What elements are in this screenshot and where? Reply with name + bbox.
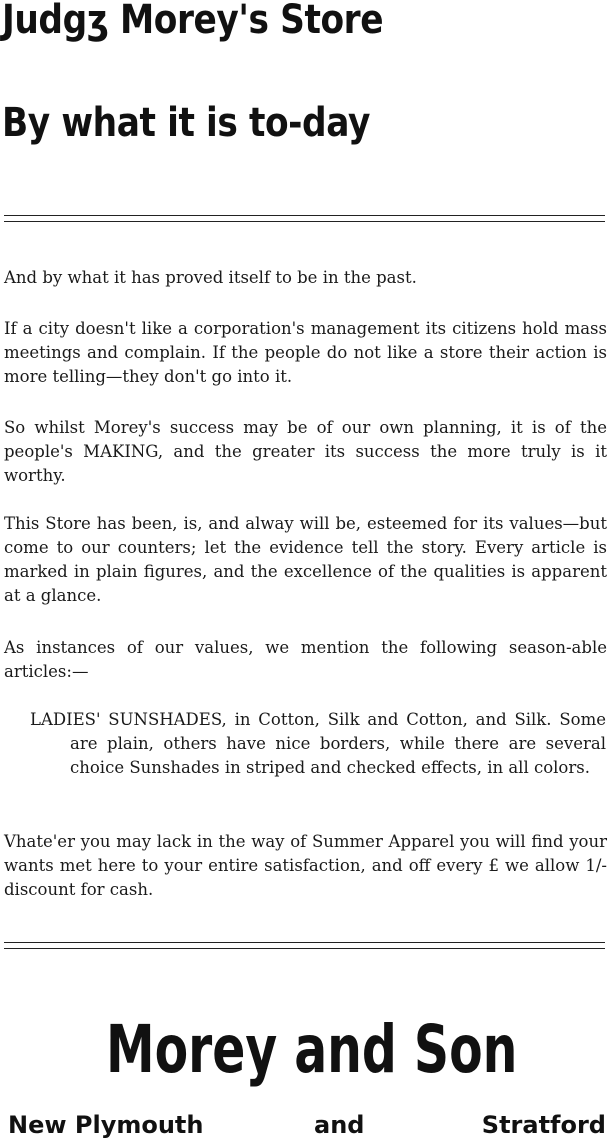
sunshades-text: LADIES' SUNSHADES, in Cotton, Silk and Cotton, and Silk. Some are plain, others have nice borders, while there are several choice Sunshades in striped and checked effects, in all colors. bbox=[30, 710, 606, 777]
headline-tagline: By what it is to-day bbox=[2, 100, 370, 146]
divider-top bbox=[4, 215, 605, 222]
paragraph-city: If a city doesn't like a corporation's management its citizens hold mass meetings and complain. If the people do not like a store their action is more telling—they don't go into it. bbox=[4, 319, 607, 386]
divider-bottom bbox=[4, 942, 605, 949]
paragraph-instances: As instances of our values, we mention the following season-able articles:— bbox=[4, 638, 607, 681]
paragraph-sunshades bbox=[30, 708, 606, 780]
location-conjunction: and bbox=[314, 1111, 365, 1139]
paragraph-summer-apparel: Vhate'er you may lack in the way of Summer Apparel you will find your wants met here to your entire satisfaction, and off every £ we allow 1/- discount for cash. bbox=[4, 832, 607, 899]
footer-locations bbox=[8, 1113, 606, 1147]
location-new-plymouth: New Plymouth bbox=[8, 1111, 204, 1139]
paragraph-success: So whilst Morey's success may be of our own planning, it is of the people's MAKING, and the greater its success the more truly is it worthy. bbox=[4, 418, 607, 485]
firm-name: Morey and Son bbox=[106, 1011, 518, 1088]
headline-store-name: Judgʒ Morey's Store bbox=[2, 0, 384, 43]
location-stratford: Stratford bbox=[481, 1111, 606, 1139]
paragraph-past: And by what it has proved itself to be in the past. bbox=[4, 268, 417, 287]
paragraph-values: This Store has been, is, and alway will be, esteemed for its values—but come to our counters; let the evidence tell the story. Every article is marked in plain figures, and the excellence of the qualities is apparent at a glance. bbox=[4, 514, 607, 605]
